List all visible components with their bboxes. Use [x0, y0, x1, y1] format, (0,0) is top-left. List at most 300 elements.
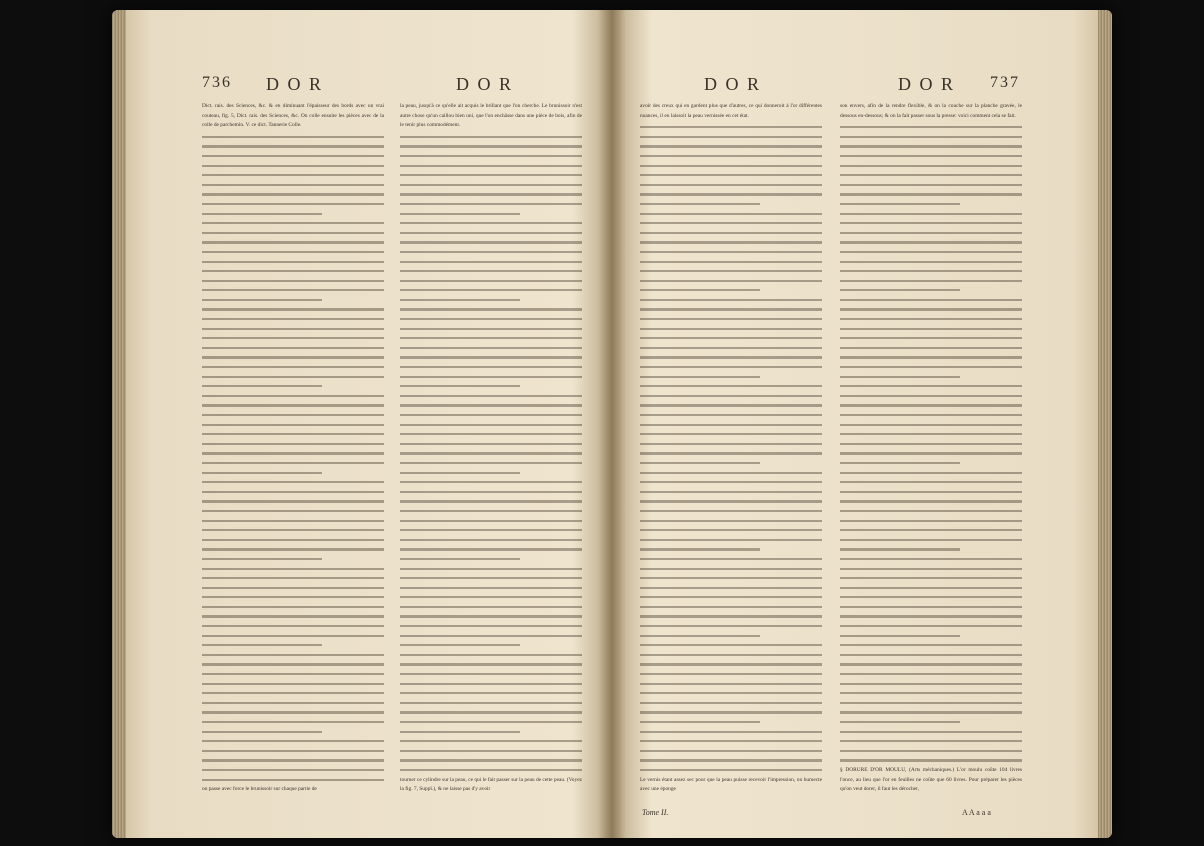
text-line: [840, 487, 1022, 497]
text-line: [202, 640, 384, 650]
text-line: [202, 372, 384, 382]
text-line: [840, 564, 1022, 574]
text-line: [400, 688, 582, 698]
text-line: [840, 602, 1022, 612]
text-line: [202, 285, 384, 295]
right-page: [640, 10, 1024, 838]
text-line: [840, 496, 1022, 506]
text-line: [840, 180, 1022, 190]
text-line: [202, 736, 384, 746]
text-line: [202, 688, 384, 698]
text-line: [400, 410, 582, 420]
text-line: [640, 266, 822, 276]
text-line: [840, 266, 1022, 276]
text-line: [202, 343, 384, 353]
text-line: [202, 314, 384, 324]
text-line: [640, 640, 822, 650]
text-line: [202, 161, 384, 171]
text-line: [400, 132, 582, 142]
text-line: [640, 698, 822, 708]
text-line: [840, 410, 1022, 420]
right-column-1-body: [640, 122, 822, 774]
text-line: [640, 276, 822, 286]
text-line: [640, 736, 822, 746]
text-line: [400, 141, 582, 151]
text-line: [400, 468, 582, 478]
text-line: [202, 151, 384, 161]
text-line: [202, 506, 384, 516]
text-line: [202, 209, 384, 219]
text-line: [840, 151, 1022, 161]
text-line: [400, 151, 582, 161]
text-line: [400, 698, 582, 708]
text-line: [640, 228, 822, 238]
text-line: [640, 333, 822, 343]
text-line: [202, 295, 384, 305]
text-line: [640, 218, 822, 228]
text-line: [840, 506, 1022, 516]
left-column-2-tail: tourner ce cylindre sur la peau, ce qui le fait passer sur la peau de cette peau. (Voyez la fig. 7, Suppl.), & ne laisse pas d'y avoir: [400, 776, 582, 793]
text-line: [400, 525, 582, 535]
text-line: [840, 132, 1022, 142]
text-line: [202, 564, 384, 574]
text-line: [202, 669, 384, 679]
text-line: [640, 209, 822, 219]
text-line: [640, 650, 822, 660]
text-line: [202, 170, 384, 180]
text-line: [202, 132, 384, 142]
text-line: [202, 381, 384, 391]
text-line: [202, 180, 384, 190]
text-line: [400, 257, 582, 267]
signature-mark: A A a a a: [962, 808, 991, 817]
text-line: [400, 247, 582, 257]
text-line: [840, 611, 1022, 621]
text-line: [640, 372, 822, 382]
left-column-2-body: [400, 132, 582, 775]
text-line: [202, 199, 384, 209]
text-line: [840, 516, 1022, 526]
text-line: [640, 122, 822, 132]
text-line: [640, 285, 822, 295]
text-line: [840, 372, 1022, 382]
text-line: [640, 391, 822, 401]
text-line: [840, 276, 1022, 286]
text-line: [400, 372, 582, 382]
text-line: [640, 189, 822, 199]
text-line: [400, 650, 582, 660]
text-line: [840, 535, 1022, 545]
text-line: [400, 679, 582, 689]
text-line: [400, 352, 582, 362]
text-line: [400, 180, 582, 190]
right-page-header: [640, 74, 1024, 96]
text-line: [640, 314, 822, 324]
left-page-header: [202, 74, 582, 96]
text-line: [202, 544, 384, 554]
text-line: [640, 679, 822, 689]
text-line: [202, 602, 384, 612]
text-line: [400, 564, 582, 574]
text-line: [840, 257, 1022, 267]
text-line: [202, 391, 384, 401]
text-line: [840, 247, 1022, 257]
text-line: [202, 698, 384, 708]
text-line: [640, 592, 822, 602]
text-line: [640, 688, 822, 698]
text-line: [840, 727, 1022, 737]
text-line: [400, 669, 582, 679]
text-line: [202, 659, 384, 669]
text-line: [400, 333, 582, 343]
text-line: [400, 161, 582, 171]
left-column-1: [202, 102, 384, 802]
text-line: [202, 352, 384, 362]
text-line: [202, 765, 384, 775]
text-line: [400, 295, 582, 305]
text-line: [840, 285, 1022, 295]
text-line: [400, 544, 582, 554]
text-line: [840, 707, 1022, 717]
text-line: [840, 448, 1022, 458]
text-line: [640, 170, 822, 180]
text-line: [640, 180, 822, 190]
text-line: [400, 506, 582, 516]
text-line: [400, 285, 582, 295]
text-line: [400, 237, 582, 247]
text-line: [840, 717, 1022, 727]
text-line: [202, 775, 384, 785]
text-line: [840, 583, 1022, 593]
text-line: [840, 429, 1022, 439]
text-line: [840, 352, 1022, 362]
text-line: [400, 554, 582, 564]
text-line: [640, 544, 822, 554]
text-line: [400, 381, 582, 391]
text-line: [400, 199, 582, 209]
left-running-head-1: D O R: [266, 74, 324, 94]
text-line: [640, 516, 822, 526]
text-line: [840, 343, 1022, 353]
left-column-1-tail: on passe avec force le brunissoir sur chaque partie de: [202, 786, 317, 793]
text-line: [840, 161, 1022, 171]
text-line: [640, 602, 822, 612]
text-line: [840, 381, 1022, 391]
text-line: [202, 707, 384, 717]
text-line: [400, 391, 582, 401]
text-line: [640, 324, 822, 334]
text-line: [640, 343, 822, 353]
text-line: [640, 237, 822, 247]
text-line: [202, 420, 384, 430]
text-line: [400, 420, 582, 430]
text-line: [640, 525, 822, 535]
text-line: [202, 410, 384, 420]
text-line: [640, 448, 822, 458]
text-line: [840, 209, 1022, 219]
text-line: [840, 458, 1022, 468]
text-line: [202, 458, 384, 468]
text-line: [840, 679, 1022, 689]
text-line: [640, 477, 822, 487]
right-page-number: 737: [990, 74, 1020, 91]
volume-footer: Tome II.: [642, 808, 669, 817]
text-line: [202, 487, 384, 497]
text-line: [400, 304, 582, 314]
right-running-head-1: D O R: [704, 74, 762, 94]
text-line: [202, 400, 384, 410]
text-line: [640, 727, 822, 737]
text-line: [202, 516, 384, 526]
text-line: [202, 717, 384, 727]
text-line: [400, 535, 582, 545]
text-line: [400, 631, 582, 641]
text-line: [640, 257, 822, 267]
text-line: [400, 765, 582, 775]
text-line: [400, 755, 582, 765]
text-line: [640, 420, 822, 430]
text-line: [202, 237, 384, 247]
text-line: [400, 746, 582, 756]
text-line: [202, 429, 384, 439]
text-line: [400, 496, 582, 506]
text-line: [400, 362, 582, 372]
text-line: [202, 333, 384, 343]
text-line: [840, 544, 1022, 554]
text-line: [640, 362, 822, 372]
text-line: [202, 631, 384, 641]
left-column-1-lead: Dict. rais. des Sciences, &c. & en diminuant l'épaisseur des bords avec un vrai couteau, fig. 5, Dict. rais. des Sciences, &c. On colle ensuite les pièces avec de la colle de parchemin. V. ce dict. Tannerie Colle.: [202, 103, 384, 129]
right-column-2-lead: son envers, afin de la rendre flexible, & on la couche sur la planche gravée, le dessous en-dessous; & on la fait passer sous la presse: voici comment cela se fait.: [840, 103, 1022, 119]
text-line: [202, 189, 384, 199]
text-line: [640, 535, 822, 545]
text-line: [400, 611, 582, 621]
text-line: [640, 352, 822, 362]
text-line: [400, 400, 582, 410]
text-line: [840, 669, 1022, 679]
text-line: [400, 209, 582, 219]
text-line: [400, 487, 582, 497]
text-line: [640, 707, 822, 717]
text-line: [640, 631, 822, 641]
right-column-1-tail: Le vernis étant assez sec pour que la peau puisse recevoir l'impression, on humecte avec une éponge: [640, 776, 822, 793]
text-line: [840, 122, 1022, 132]
left-page: [202, 10, 582, 838]
text-line: [840, 631, 1022, 641]
text-line: [640, 151, 822, 161]
text-line: [640, 564, 822, 574]
text-line: [840, 525, 1022, 535]
text-line: [202, 611, 384, 621]
text-line: [840, 746, 1022, 756]
text-line: [202, 592, 384, 602]
text-line: [400, 736, 582, 746]
left-column-2-lead: la peau, jusqu'à ce qu'elle ait acquis le brillant que l'on cherche. Le brunissoir n'est autre chose qu'un caillou bien uni, que l'on enchâsse dans une pièce de bois, afin de le tenir plus commodément.: [400, 103, 582, 129]
page-edges-right: [1098, 10, 1112, 838]
right-column-2-body: [840, 122, 1022, 765]
text-line: [840, 228, 1022, 238]
text-line: [202, 755, 384, 765]
text-line: [202, 746, 384, 756]
text-line: [640, 583, 822, 593]
left-column-1-body: [202, 132, 384, 784]
right-running-head-2: D O R: [898, 74, 956, 94]
text-line: [202, 141, 384, 151]
text-line: [640, 429, 822, 439]
text-line: [640, 247, 822, 257]
text-line: [202, 448, 384, 458]
text-line: [202, 439, 384, 449]
text-line: [400, 727, 582, 737]
text-line: [400, 602, 582, 612]
text-line: [400, 583, 582, 593]
text-line: [400, 448, 582, 458]
right-column-1-lead: avoir des creux qui en gardent plus que d'autres, ce qui donneroit à l'or différentes nuances, il en laissoit la peau vernissée en cet état.: [640, 103, 822, 119]
text-line: [840, 439, 1022, 449]
text-line: [840, 141, 1022, 151]
text-line: [202, 496, 384, 506]
text-line: [640, 161, 822, 171]
text-line: [640, 611, 822, 621]
text-line: [202, 727, 384, 737]
text-line: [202, 477, 384, 487]
text-line: [640, 496, 822, 506]
text-line: [640, 717, 822, 727]
text-line: [640, 199, 822, 209]
text-line: [400, 218, 582, 228]
text-line: [400, 573, 582, 583]
text-line: [640, 468, 822, 478]
text-line: [640, 304, 822, 314]
text-line: [202, 679, 384, 689]
text-line: [840, 218, 1022, 228]
text-line: [640, 381, 822, 391]
text-line: [840, 189, 1022, 199]
right-column-2-tail: § DORURE D'OR MOULU, (Arts méchaniques.) L'or moulu coûte 104 livres l'once, au lieu que l'or en feuilles ne coûte que 60 livres. Pour préparer les pièces qu'on veut dorer, il faut les dérocher,: [840, 766, 1022, 793]
text-line: [840, 755, 1022, 765]
text-line: [400, 707, 582, 717]
text-line: [400, 266, 582, 276]
text-line: [202, 228, 384, 238]
text-line: [400, 659, 582, 669]
text-line: [840, 650, 1022, 660]
text-line: [840, 621, 1022, 631]
text-line: [840, 362, 1022, 372]
text-line: [640, 669, 822, 679]
text-line: [840, 333, 1022, 343]
text-line: [202, 468, 384, 478]
text-line: [840, 573, 1022, 583]
text-line: [400, 717, 582, 727]
text-line: [202, 218, 384, 228]
text-line: [840, 659, 1022, 669]
text-line: [640, 295, 822, 305]
text-line: [400, 640, 582, 650]
text-line: [400, 439, 582, 449]
text-line: [840, 304, 1022, 314]
book-gutter: [598, 10, 626, 838]
text-line: [400, 314, 582, 324]
text-line: [640, 439, 822, 449]
text-line: [202, 621, 384, 631]
text-line: [202, 362, 384, 372]
text-line: [400, 621, 582, 631]
text-line: [400, 429, 582, 439]
left-column-2: [400, 102, 582, 802]
text-line: [202, 324, 384, 334]
text-line: [840, 314, 1022, 324]
text-line: [400, 458, 582, 468]
text-line: [202, 266, 384, 276]
text-line: [840, 420, 1022, 430]
text-line: [840, 698, 1022, 708]
text-line: [400, 516, 582, 526]
text-line: [640, 506, 822, 516]
text-line: [640, 621, 822, 631]
text-line: [640, 410, 822, 420]
text-line: [640, 746, 822, 756]
text-line: [840, 554, 1022, 564]
text-line: [840, 400, 1022, 410]
text-line: [840, 736, 1022, 746]
text-line: [840, 391, 1022, 401]
text-line: [640, 458, 822, 468]
text-line: [840, 199, 1022, 209]
text-line: [202, 573, 384, 583]
text-line: [202, 257, 384, 267]
text-line: [840, 688, 1022, 698]
text-line: [840, 592, 1022, 602]
text-line: [640, 573, 822, 583]
text-line: [840, 324, 1022, 334]
text-line: [640, 132, 822, 142]
text-line: [640, 141, 822, 151]
left-page-number: 736: [202, 74, 232, 91]
text-line: [202, 247, 384, 257]
text-line: [400, 343, 582, 353]
text-line: [840, 640, 1022, 650]
text-line: [202, 276, 384, 286]
text-line: [640, 659, 822, 669]
text-line: [840, 477, 1022, 487]
text-line: [840, 295, 1022, 305]
text-line: [640, 554, 822, 564]
text-line: [840, 170, 1022, 180]
text-line: [400, 228, 582, 238]
text-line: [640, 487, 822, 497]
text-line: [640, 765, 822, 775]
text-line: [840, 468, 1022, 478]
text-line: [640, 755, 822, 765]
text-line: [400, 477, 582, 487]
text-line: [400, 189, 582, 199]
text-line: [202, 650, 384, 660]
text-line: [640, 400, 822, 410]
right-column-2: [840, 102, 1022, 802]
right-column-1: [640, 102, 822, 802]
text-line: [840, 237, 1022, 247]
text-line: [202, 554, 384, 564]
book-spread: [112, 10, 1112, 838]
page-edges-left: [112, 10, 126, 838]
left-running-head-2: D O R: [456, 74, 514, 94]
text-line: [400, 170, 582, 180]
text-line: [400, 324, 582, 334]
text-line: [202, 535, 384, 545]
text-line: [202, 304, 384, 314]
text-line: [400, 592, 582, 602]
text-line: [202, 525, 384, 535]
